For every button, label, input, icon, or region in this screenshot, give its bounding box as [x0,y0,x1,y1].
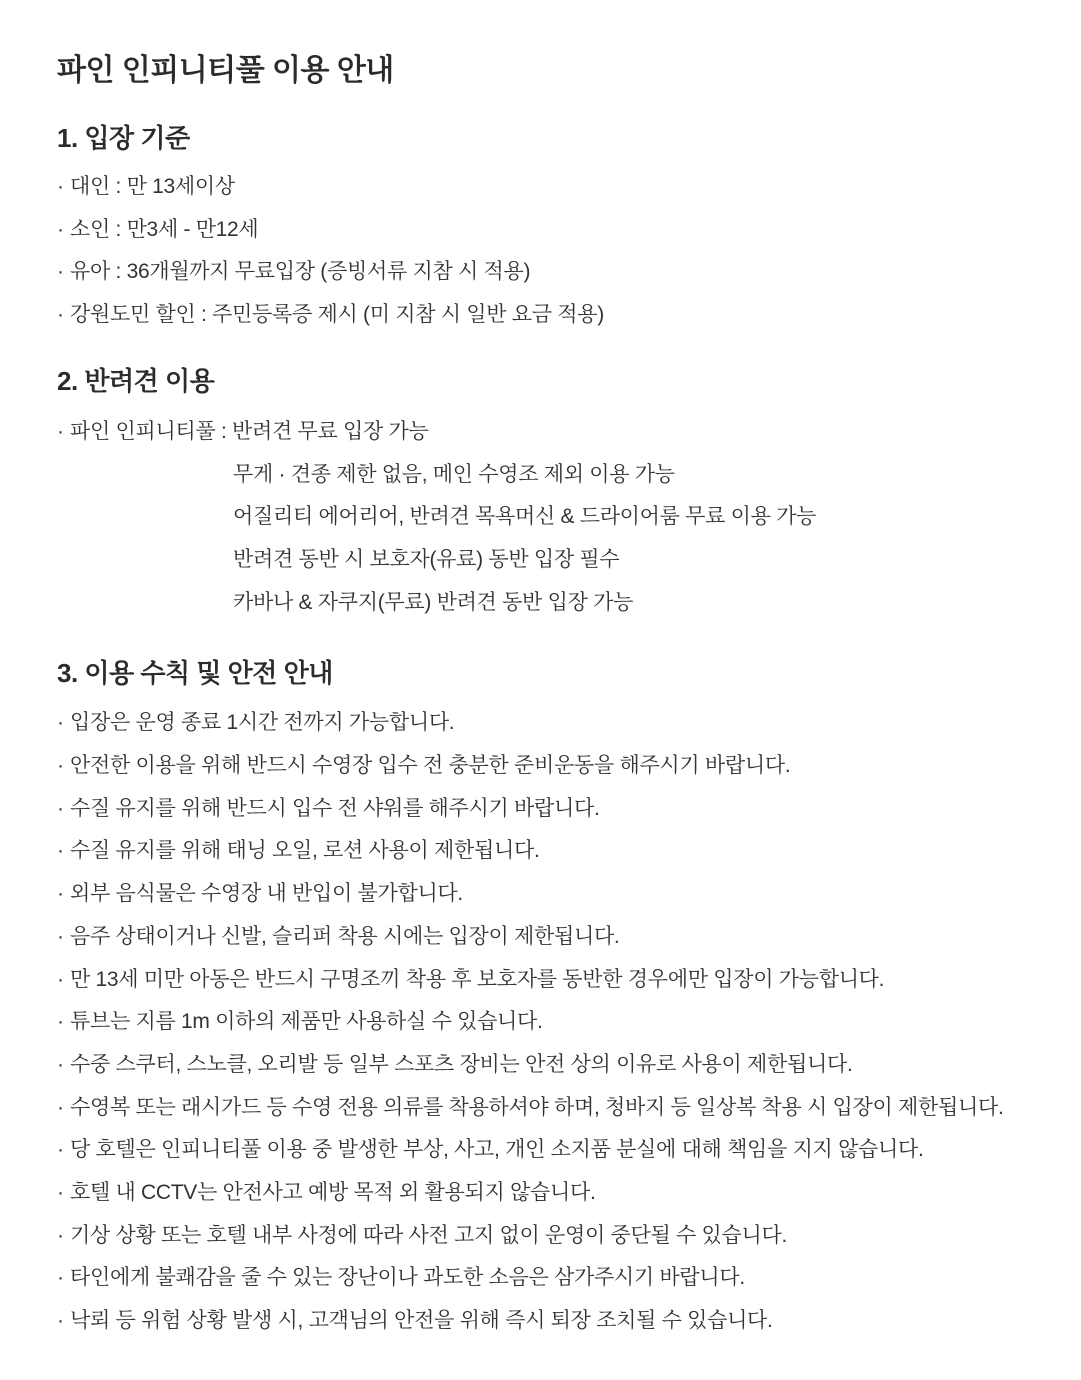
list-item-text: 소인 : 만3세 - 만12세 [70,217,259,241]
list-item [57,411,1051,454]
list-item-text: 입장은 운영 종료 1시간 전까지 가능합니다. [70,711,455,735]
list-item-detail [57,582,1051,625]
bullet-dot: · [57,711,64,735]
bullet-dot: · [57,754,64,778]
section-1-heading: 1. 입장 기준 [57,123,190,153]
list-item-text: 안전한 이용을 위해 반드시 수영장 입수 전 충분한 준비운동을 해주시기 바랍니다. [70,754,791,778]
list-item [57,1001,1051,1044]
bullet-dot: · [57,1181,64,1205]
list-item [57,1087,1051,1130]
bullet-dot: · [57,217,64,241]
bullet-dot: · [57,1266,64,1290]
list-item-text: 만 13세 미만 아동은 반드시 구명조끼 착용 후 보호자를 동반한 경우에만 입장이 가능합니다. [70,967,885,991]
page-title: 파인 인피니티풀 이용 안내 [57,54,394,87]
bullet-dot: · [57,1095,64,1119]
list-item-text: 카바나 & 자쿠지(무료) 반려견 동반 입장 가능 [233,590,634,614]
bullet-dot: · [57,796,64,820]
list-item [57,788,1051,831]
section-2-list [57,411,1051,625]
section-3-heading: 3. 이용 수칙 및 안전 안내 [57,658,333,689]
bullet-dot: · [57,260,64,284]
list-item-text: 수중 스쿠터, 스노클, 오리발 등 일부 스포츠 장비는 안전 상의 이유로 사용이 제한됩니다. [70,1052,853,1076]
list-item [57,1215,1051,1258]
list-item [57,1172,1051,1215]
list-item [57,166,1051,209]
bullet-dot: · [57,303,64,327]
list-item [57,1044,1051,1087]
list-item [57,959,1051,1002]
list-item [57,1257,1051,1300]
list-item [57,209,1051,252]
bullet-dot: · [57,419,64,443]
list-item-text: 강원도민 할인 : 주민등록증 제시 (미 지참 시 일반 요금 적용) [70,303,604,327]
list-item [57,830,1051,873]
bullet-dot: · [57,1309,64,1333]
list-item-text: 기상 상황 또는 호텔 내부 사정에 따라 사전 고지 없이 운영이 중단될 수 있습니다. [70,1223,788,1247]
list-item-text: 음주 상태이거나 신발, 슬리퍼 착용 시에는 입장이 제한됩니다. [70,924,620,948]
list-item-text: 반려견 동반 시 보호자(유료) 동반 입장 필수 [233,547,620,571]
bullet-dot: · [57,924,64,948]
bullet-dot: · [57,1138,64,1162]
list-item-text: 대인 : 만 13세이상 [70,175,235,198]
list-item-text: 수질 유지를 위해 태닝 오일, 로션 사용이 제한됩니다. [70,839,540,863]
bullet-dot: · [57,839,64,863]
list-item-text: 당 호텔은 인피니티풀 이용 중 발생한 부상, 사고, 개인 소지품 분실에 대해 책임을 지지 않습니다. [70,1138,924,1162]
list-item [57,251,1051,294]
list-item [57,294,1051,337]
list-item-text: 수질 유지를 위해 반드시 입수 전 샤워를 해주시기 바랍니다. [70,796,600,820]
list-item [57,745,1051,788]
list-item [57,702,1051,745]
list-item-text: 튜브는 지름 1m 이하의 제품만 사용하실 수 있습니다. [70,1010,543,1034]
list-item-text: 파인 인피니티풀 : 반려견 무료 입장 가능 [70,419,429,443]
list-item-text: 타인에게 불쾌감을 줄 수 있는 장난이나 과도한 소음은 삼가주시기 바랍니다. [70,1266,745,1290]
list-item-text: 무게 · 견종 제한 없음, 메인 수영조 제외 이용 가능 [233,462,675,486]
list-item [57,1129,1051,1172]
section-3-list [57,702,1051,1343]
list-item-text: 외부 음식물은 수영장 내 반입이 불가합니다. [70,882,463,906]
list-item [57,1300,1051,1343]
list-item-text: 낙뢰 등 위험 상황 발생 시, 고객님의 안전을 위해 즉시 퇴장 조치될 수 있습니다. [70,1309,773,1333]
section-1-list [57,166,1051,337]
list-item [57,916,1051,959]
list-item-text: 어질리티 에어리어, 반려견 목욕머신 & 드라이어룸 무료 이용 가능 [233,505,817,529]
bullet-dot: · [57,967,64,991]
bullet-dot: · [57,1223,64,1247]
section-2-heading: 2. 반려견 이용 [57,365,215,396]
list-item-detail [57,539,1051,582]
bullet-dot: · [57,1010,64,1034]
list-item-text: 수영복 또는 래시가드 등 수영 전용 의류를 착용하셔야 하며, 청바지 등 일상복 착용 시 입장이 제한됩니다. [70,1095,1004,1119]
list-item-text: 유아 : 36개월까지 무료입장 (증빙서류 지참 시 적용) [70,260,531,284]
list-item [57,873,1051,916]
list-item-detail [57,496,1051,539]
bullet-dot: · [57,882,64,906]
bullet-dot: · [57,1052,64,1076]
list-item-detail [57,454,1051,497]
list-item-text: 호텔 내 CCTV는 안전사고 예방 목적 외 활용되지 않습니다. [70,1181,596,1205]
bullet-dot: · [57,175,64,198]
